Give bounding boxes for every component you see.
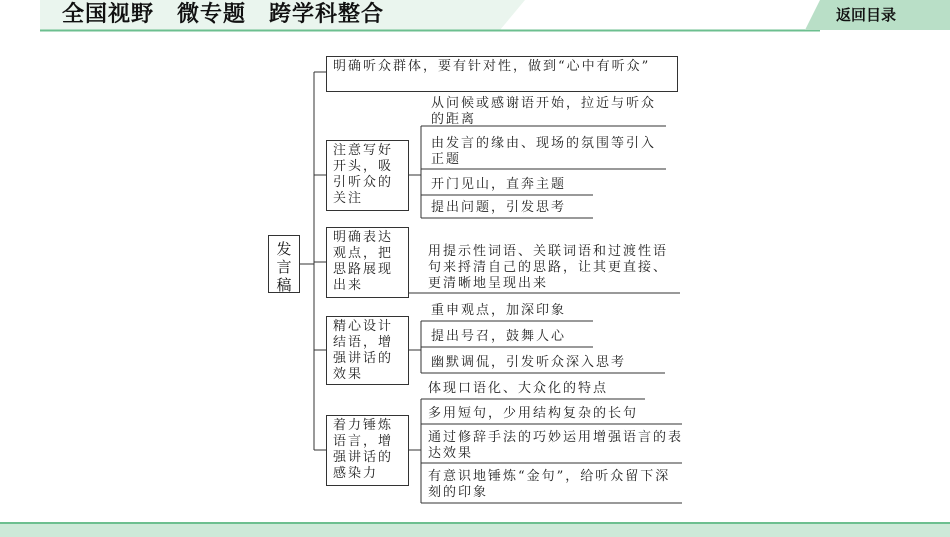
branch-4-label: 精心设计结语，增强讲话的效果 [333, 319, 394, 382]
branch-1-node [326, 56, 678, 92]
branch-4-leaf-1: 重申观点，加深印象 [431, 303, 567, 318]
branch-5-leaf-3: 通过修辞手法的巧妙运用增强语言的表达效果 [428, 430, 684, 461]
branch-3-leaf-1: 用提示性词语、关联词语和过渡性语句来捋清自己的思路，让其更直接、更清晰地呈现出来 [428, 244, 669, 291]
root-node [268, 235, 300, 293]
branch-4-node [326, 316, 409, 385]
branch-2-node [326, 140, 409, 211]
branch-2-leaf-1: 从问候或感谢语开始，拉近与听众的距离 [431, 96, 657, 127]
branch-5-leaf-1: 体现口语化、大众化的特点 [428, 381, 609, 396]
page-title: 全国视野 微专题 跨学科整合 [62, 2, 385, 27]
branch-2-leaf-3: 开门见山，直奔主题 [431, 177, 567, 192]
branch-4-leaf-2: 提出号召，鼓舞人心 [431, 329, 567, 344]
branch-2-leaf-2: 由发言的缘由、现场的氛围等引入正题 [431, 136, 657, 167]
root-label: 发言稿 [276, 240, 292, 294]
branch-4-leaf-3: 幽默调侃，引发听众深入思考 [431, 355, 627, 370]
branch-3-node [326, 227, 409, 298]
branch-1-label: 明确听众群体，要有针对性，做到“心中有听众” [333, 59, 651, 74]
branch-5-leaf-2: 多用短句，少用结构复杂的长句 [428, 406, 639, 421]
branch-2-label: 注意写好开头，吸引听众的关注 [333, 143, 394, 206]
branch-5-leaf-4: 有意识地锤炼“金句”，给听众留下深刻的印象 [428, 469, 671, 500]
branch-3-label: 明确表达观点，把思路展现出来 [333, 230, 394, 293]
branch-5-node [326, 415, 409, 486]
branch-2-leaf-4: 提出问题，引发思考 [431, 200, 567, 215]
branch-5-label: 着力锤炼语言，增强讲话的感染力 [333, 418, 394, 481]
back-to-contents-button[interactable]: 返回目录 [836, 6, 897, 24]
